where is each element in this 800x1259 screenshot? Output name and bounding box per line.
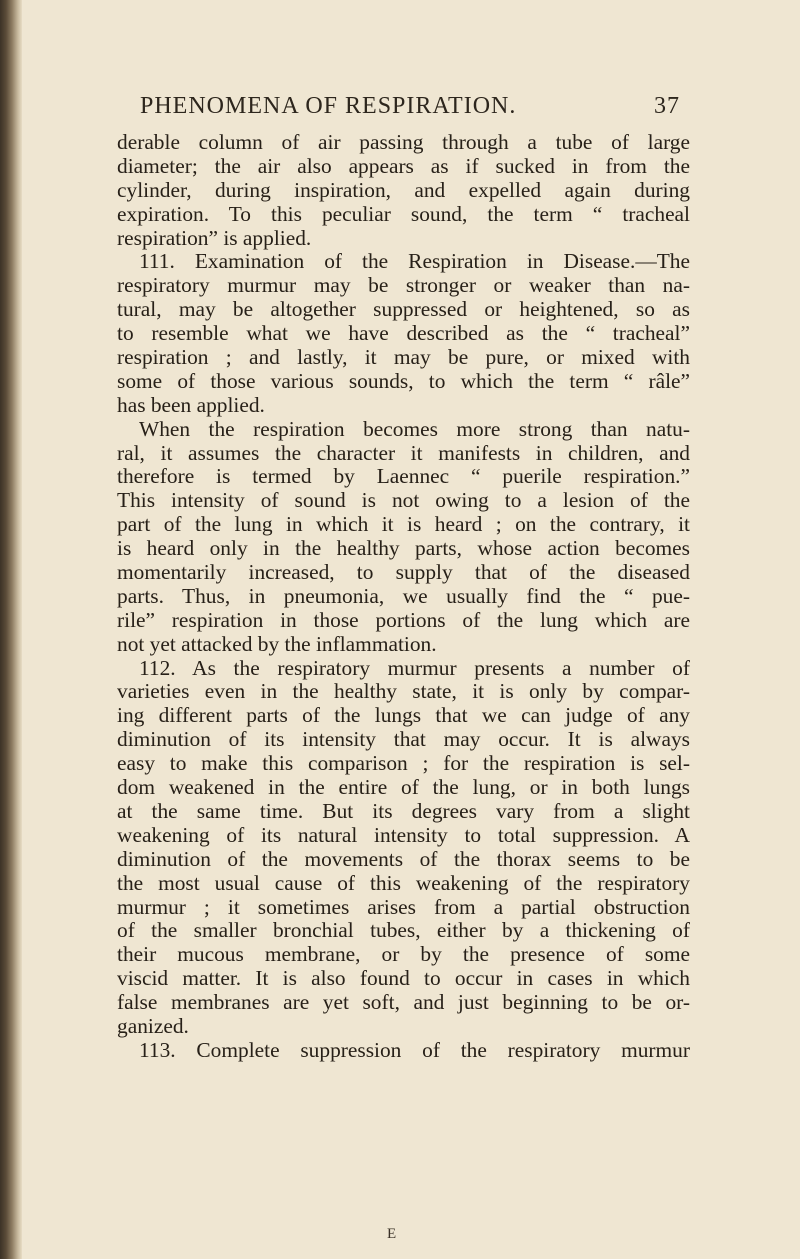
text-line: dom weakened in the entire of the lung, or in both lungs xyxy=(117,776,690,800)
text-line: 111. Examination of the Respiration in Disease.—The xyxy=(139,250,690,274)
text-line: varieties even in the healthy state, it is only by compar- xyxy=(117,680,690,704)
text-line: part of the lung in which it is heard ; on the contrary, it xyxy=(117,513,690,537)
text-line: false membranes are yet soft, and just beginning to be or- xyxy=(117,991,690,1015)
text-line: tural, may be altogether suppressed or heightened, so as xyxy=(117,298,690,322)
book-page xyxy=(22,0,800,1259)
text-line: 112. As the respiratory murmur presents a number of xyxy=(139,656,690,680)
text-line: weakening of its natural intensity to total suppression. A xyxy=(117,823,690,847)
text-line: viscid matter. It is also found to occur in cases in which xyxy=(117,967,690,991)
text-line: When the respiration becomes more strong than natu- xyxy=(139,417,690,441)
text-line: not yet attacked by the inflammation. xyxy=(117,631,437,656)
text-line: cylinder, during inspiration, and expelled again during xyxy=(117,178,690,202)
text-line: diameter; the air also appears as if sucked in from the xyxy=(117,154,690,178)
page-number: 37 xyxy=(654,93,680,119)
text-line: at the same time. But its degrees vary from a slight xyxy=(117,799,690,823)
text-line: easy to make this comparison ; for the respiration is sel- xyxy=(117,752,690,776)
book-binding-edge xyxy=(0,0,22,1259)
text-line: parts. Thus, in pneumonia, we usually find the “ pue- xyxy=(117,584,690,608)
text-line: ing different parts of the lungs that we can judge of any xyxy=(117,704,690,728)
text-line: expiration. To this peculiar sound, the term “ tracheal xyxy=(117,202,690,226)
signature-mark: E xyxy=(387,1226,397,1242)
text-line: respiration ; and lastly, it may be pure, or mixed with xyxy=(117,346,690,370)
text-line: therefore is termed by Laennec “ puerile respiration.” xyxy=(117,465,690,489)
text-line: diminution of the movements of the thorax seems to be xyxy=(117,847,690,871)
running-title: PHENOMENA OF RESPIRATION. xyxy=(140,93,517,119)
text-line: some of those various sounds, to which the term “ râle” xyxy=(117,369,690,393)
text-line: rile” respiration in those portions of the lung which are xyxy=(117,608,690,632)
text-line: ganized. xyxy=(117,1013,189,1038)
text-line: respiratory murmur may be stronger or weaker than na- xyxy=(117,274,690,298)
text-line: is heard only in the healthy parts, whose action becomes xyxy=(117,537,690,561)
text-line: 113. Complete suppression of the respiratory murmur xyxy=(139,1038,690,1062)
text-line: respiration” is applied. xyxy=(117,225,312,250)
text-line: the most usual cause of this weakening of the respiratory xyxy=(117,871,690,895)
text-line: This intensity of sound is not owing to a lesion of the xyxy=(117,489,690,513)
text-line: ral, it assumes the character it manifests in children, and xyxy=(117,441,690,465)
text-line: to resemble what we have described as the “ tracheal” xyxy=(117,322,690,346)
text-line: diminution of its intensity that may occur. It is always xyxy=(117,728,690,752)
text-line: of the smaller bronchial tubes, either by a thickening of xyxy=(117,919,690,943)
text-line: their mucous membrane, or by the presence of some xyxy=(117,943,690,967)
text-line: momentarily increased, to supply that of the diseased xyxy=(117,561,690,585)
body-text xyxy=(117,131,690,1063)
text-line: has been applied. xyxy=(117,392,265,417)
text-line: derable column of air passing through a tube of large xyxy=(117,131,690,154)
text-line: murmur ; it sometimes arises from a partial obstruction xyxy=(117,895,690,919)
